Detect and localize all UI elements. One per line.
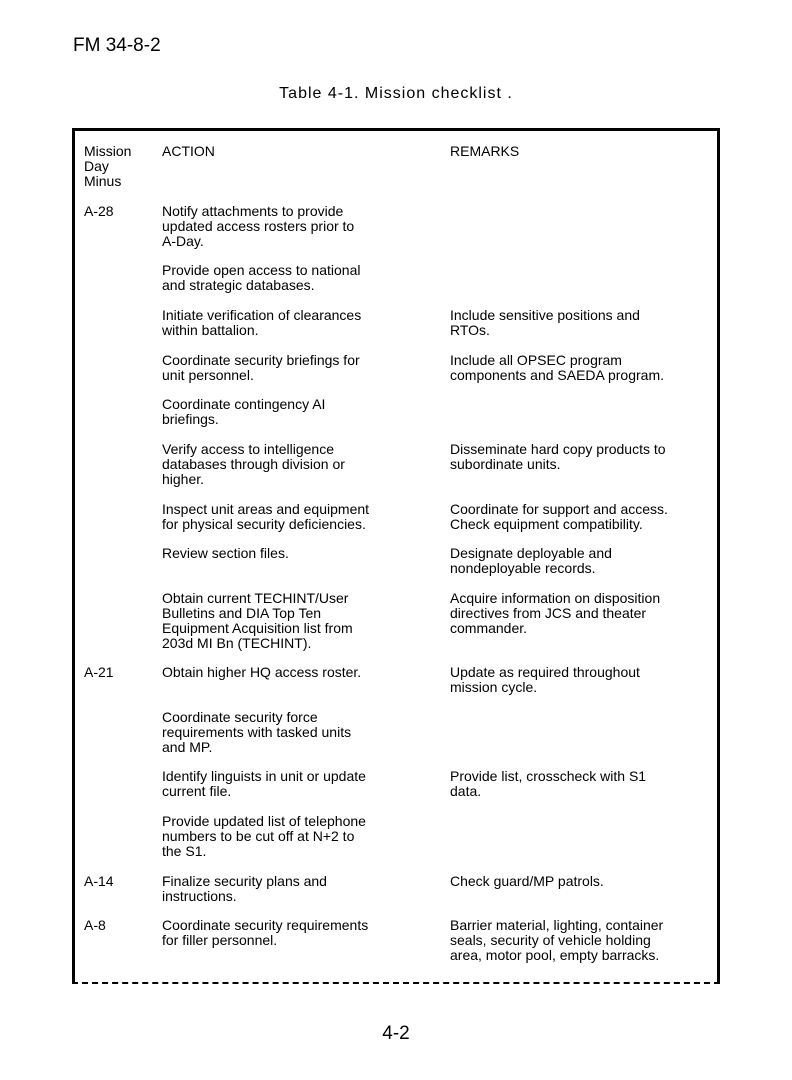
document-header: FM 34-8-2: [73, 35, 161, 56]
row-remarks: Include sensitive positions and RTOs.: [450, 307, 640, 338]
row-action: Initiate verification of clearances within battalion.: [162, 307, 362, 338]
row-remarks: Include all OPSEC program components and SAEDA program.: [450, 352, 665, 383]
row-action: Finalize security plans and instructions.: [162, 873, 327, 904]
row-action: Identify linguists in unit or update current file.: [162, 768, 366, 799]
row-action: Obtain current TECHINT/User Bulletins and DIA Top Ten Equipment Acquisition list from 203d MI Bn (TECHINT).: [162, 590, 353, 651]
row-remarks: Coordinate for support and access. Check equipment compatibility.: [450, 501, 668, 532]
row-action: Coordinate contingency AI briefings.: [162, 396, 326, 427]
row-day: A-21: [84, 664, 114, 680]
column-header-action: ACTION: [162, 143, 215, 159]
row-remarks: Provide list, crosscheck with S1 data.: [450, 768, 647, 799]
page-number: 4-2: [382, 1023, 410, 1044]
row-remarks: Designate deployable and nondeployable records.: [450, 545, 612, 576]
row-remarks: Acquire information on disposition directives from JCS and theater commander.: [450, 590, 661, 636]
table-title: Table 4-1. Mission checklist .: [279, 85, 513, 102]
row-remarks: Barrier material, lighting, container seals, security of vehicle holding area, motor pool, empty barracks.: [450, 917, 664, 963]
row-action: Notify attachments to provide updated access rosters prior to A-Day.: [162, 203, 355, 249]
row-action: Provide open access to national and strategic databases.: [162, 262, 361, 293]
row-remarks: Check guard/MP patrols.: [450, 873, 604, 889]
column-header-mission-day: Mission Day Minus: [84, 143, 132, 189]
row-action: Inspect unit areas and equipment for physical security deficiencies.: [162, 501, 370, 532]
row-remarks: Update as required throughout mission cycle.: [450, 664, 640, 695]
row-action: Provide updated list of telephone numbers to be cut off at N+2 to the S1.: [162, 813, 366, 859]
row-day: A-28: [84, 203, 114, 219]
row-action: Coordinate security requirements for filler personnel.: [162, 917, 369, 948]
row-action: Coordinate security force requirements with tasked units and MP.: [162, 709, 352, 755]
row-day: A-8: [84, 917, 106, 933]
row-action: Verify access to intelligence databases through division or higher.: [162, 441, 345, 487]
row-action: Coordinate security briefings for unit personnel.: [162, 352, 360, 383]
row-action: Obtain higher HQ access roster.: [162, 664, 362, 680]
row-remarks: Disseminate hard copy products to subordinate units.: [450, 441, 666, 472]
row-day: A-14: [84, 873, 114, 889]
column-header-remarks: REMARKS: [450, 143, 520, 159]
row-action: Review section files.: [162, 545, 289, 561]
